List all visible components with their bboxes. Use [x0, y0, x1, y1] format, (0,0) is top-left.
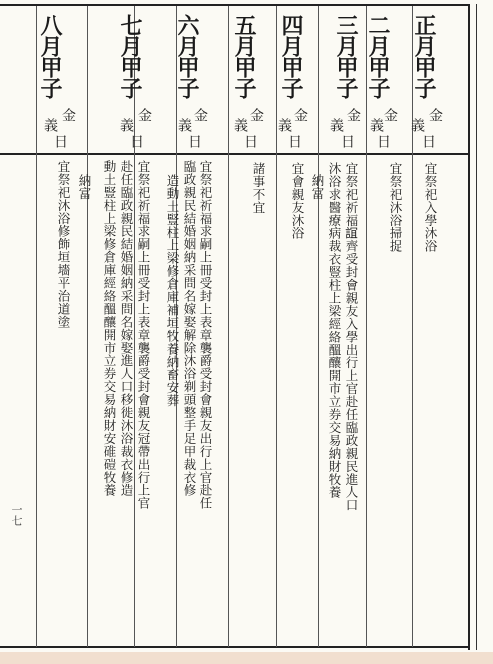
text-column: 宜祭祀沐浴掃捉	[388, 162, 403, 253]
day-label: 日	[420, 134, 436, 148]
element-label: 金	[427, 108, 443, 122]
yi-label: 義	[176, 118, 192, 132]
yi-label: 義	[276, 118, 292, 132]
yi-label: 義	[118, 118, 134, 132]
scan-edge	[0, 652, 493, 664]
header-divider	[0, 153, 470, 155]
text-column: 諸事不宜	[251, 162, 266, 214]
yi-label: 義	[409, 118, 425, 132]
text-column: 宜祭祀祈福求嗣上冊受封上表章襲爵受封會親友出行上官赴任	[198, 160, 213, 510]
column-divider	[87, 6, 88, 647]
element-label: 金	[60, 108, 76, 122]
column-divider	[36, 6, 37, 647]
day-label: 日	[375, 134, 391, 148]
text-column: 動土豎柱上梁修倉庫經絡醞釀開市立券交易納財安碓磑牧養	[102, 160, 117, 497]
day-label: 日	[186, 134, 202, 148]
text-column: 宜祭祀祈福求嗣上冊受封上表章襲爵受封會親友冠帶出行上官	[136, 160, 151, 510]
month-header: 二月甲子	[365, 14, 391, 98]
month-header: 七月甲子	[117, 14, 143, 98]
bottom-border	[0, 646, 470, 648]
column-divider	[366, 6, 367, 647]
text-column: 納富	[310, 174, 325, 200]
text-column: 宜祭祀入學沐浴	[423, 162, 438, 253]
day-label: 日	[286, 134, 302, 148]
yi-label: 義	[328, 118, 344, 132]
text-column: 納富	[77, 174, 92, 200]
month-header: 八月甲子	[37, 14, 63, 98]
month-header: 正月甲子	[411, 14, 437, 98]
text-column: 沐浴求醫療病裁衣豎柱上梁經絡醞釀開市立券交易納財牧養	[327, 162, 342, 499]
element-label: 金	[345, 108, 361, 122]
text-column: 造動土豎柱上梁修倉庫補垣牧養納畜安葬	[165, 174, 180, 408]
text-column: 宜祭祀祈福𧨏齊受封會親友入學出行上官赴任臨政親民進人口	[344, 162, 359, 512]
page-number: 一七	[10, 504, 23, 526]
column-divider	[276, 6, 277, 647]
column-divider	[318, 6, 319, 647]
day-label: 日	[242, 134, 258, 148]
month-header: 五月甲子	[231, 14, 257, 98]
element-label: 金	[248, 108, 264, 122]
text-column: 臨政親民結婚姻納采問名嫁娶解除沐浴剃頭整手足甲裁衣修	[182, 160, 197, 497]
column-divider	[412, 6, 413, 647]
column-divider	[228, 6, 229, 647]
day-label: 日	[128, 134, 144, 148]
element-label: 金	[292, 108, 308, 122]
right-border	[468, 4, 470, 650]
element-label: 金	[192, 108, 208, 122]
day-label: 日	[339, 134, 355, 148]
element-label: 金	[382, 108, 398, 122]
yi-label: 義	[368, 118, 384, 132]
element-label: 金	[136, 108, 152, 122]
month-header: 三月甲子	[333, 14, 359, 98]
month-header: 六月甲子	[174, 14, 200, 98]
month-header: 四月甲子	[278, 14, 304, 98]
top-border	[0, 4, 470, 6]
right-border-outer	[476, 4, 477, 650]
yi-label: 義	[232, 118, 248, 132]
text-column: 赴任臨政親民結婚姻納采問名嫁娶進人口移徙沐浴裁衣修造	[119, 160, 134, 497]
day-label: 日	[52, 134, 68, 148]
text-column: 宜會親友沐浴	[290, 162, 305, 240]
text-column: 宜祭祀沐浴修飾垣墻平治道塗	[56, 160, 71, 329]
yi-label: 義	[42, 118, 58, 132]
